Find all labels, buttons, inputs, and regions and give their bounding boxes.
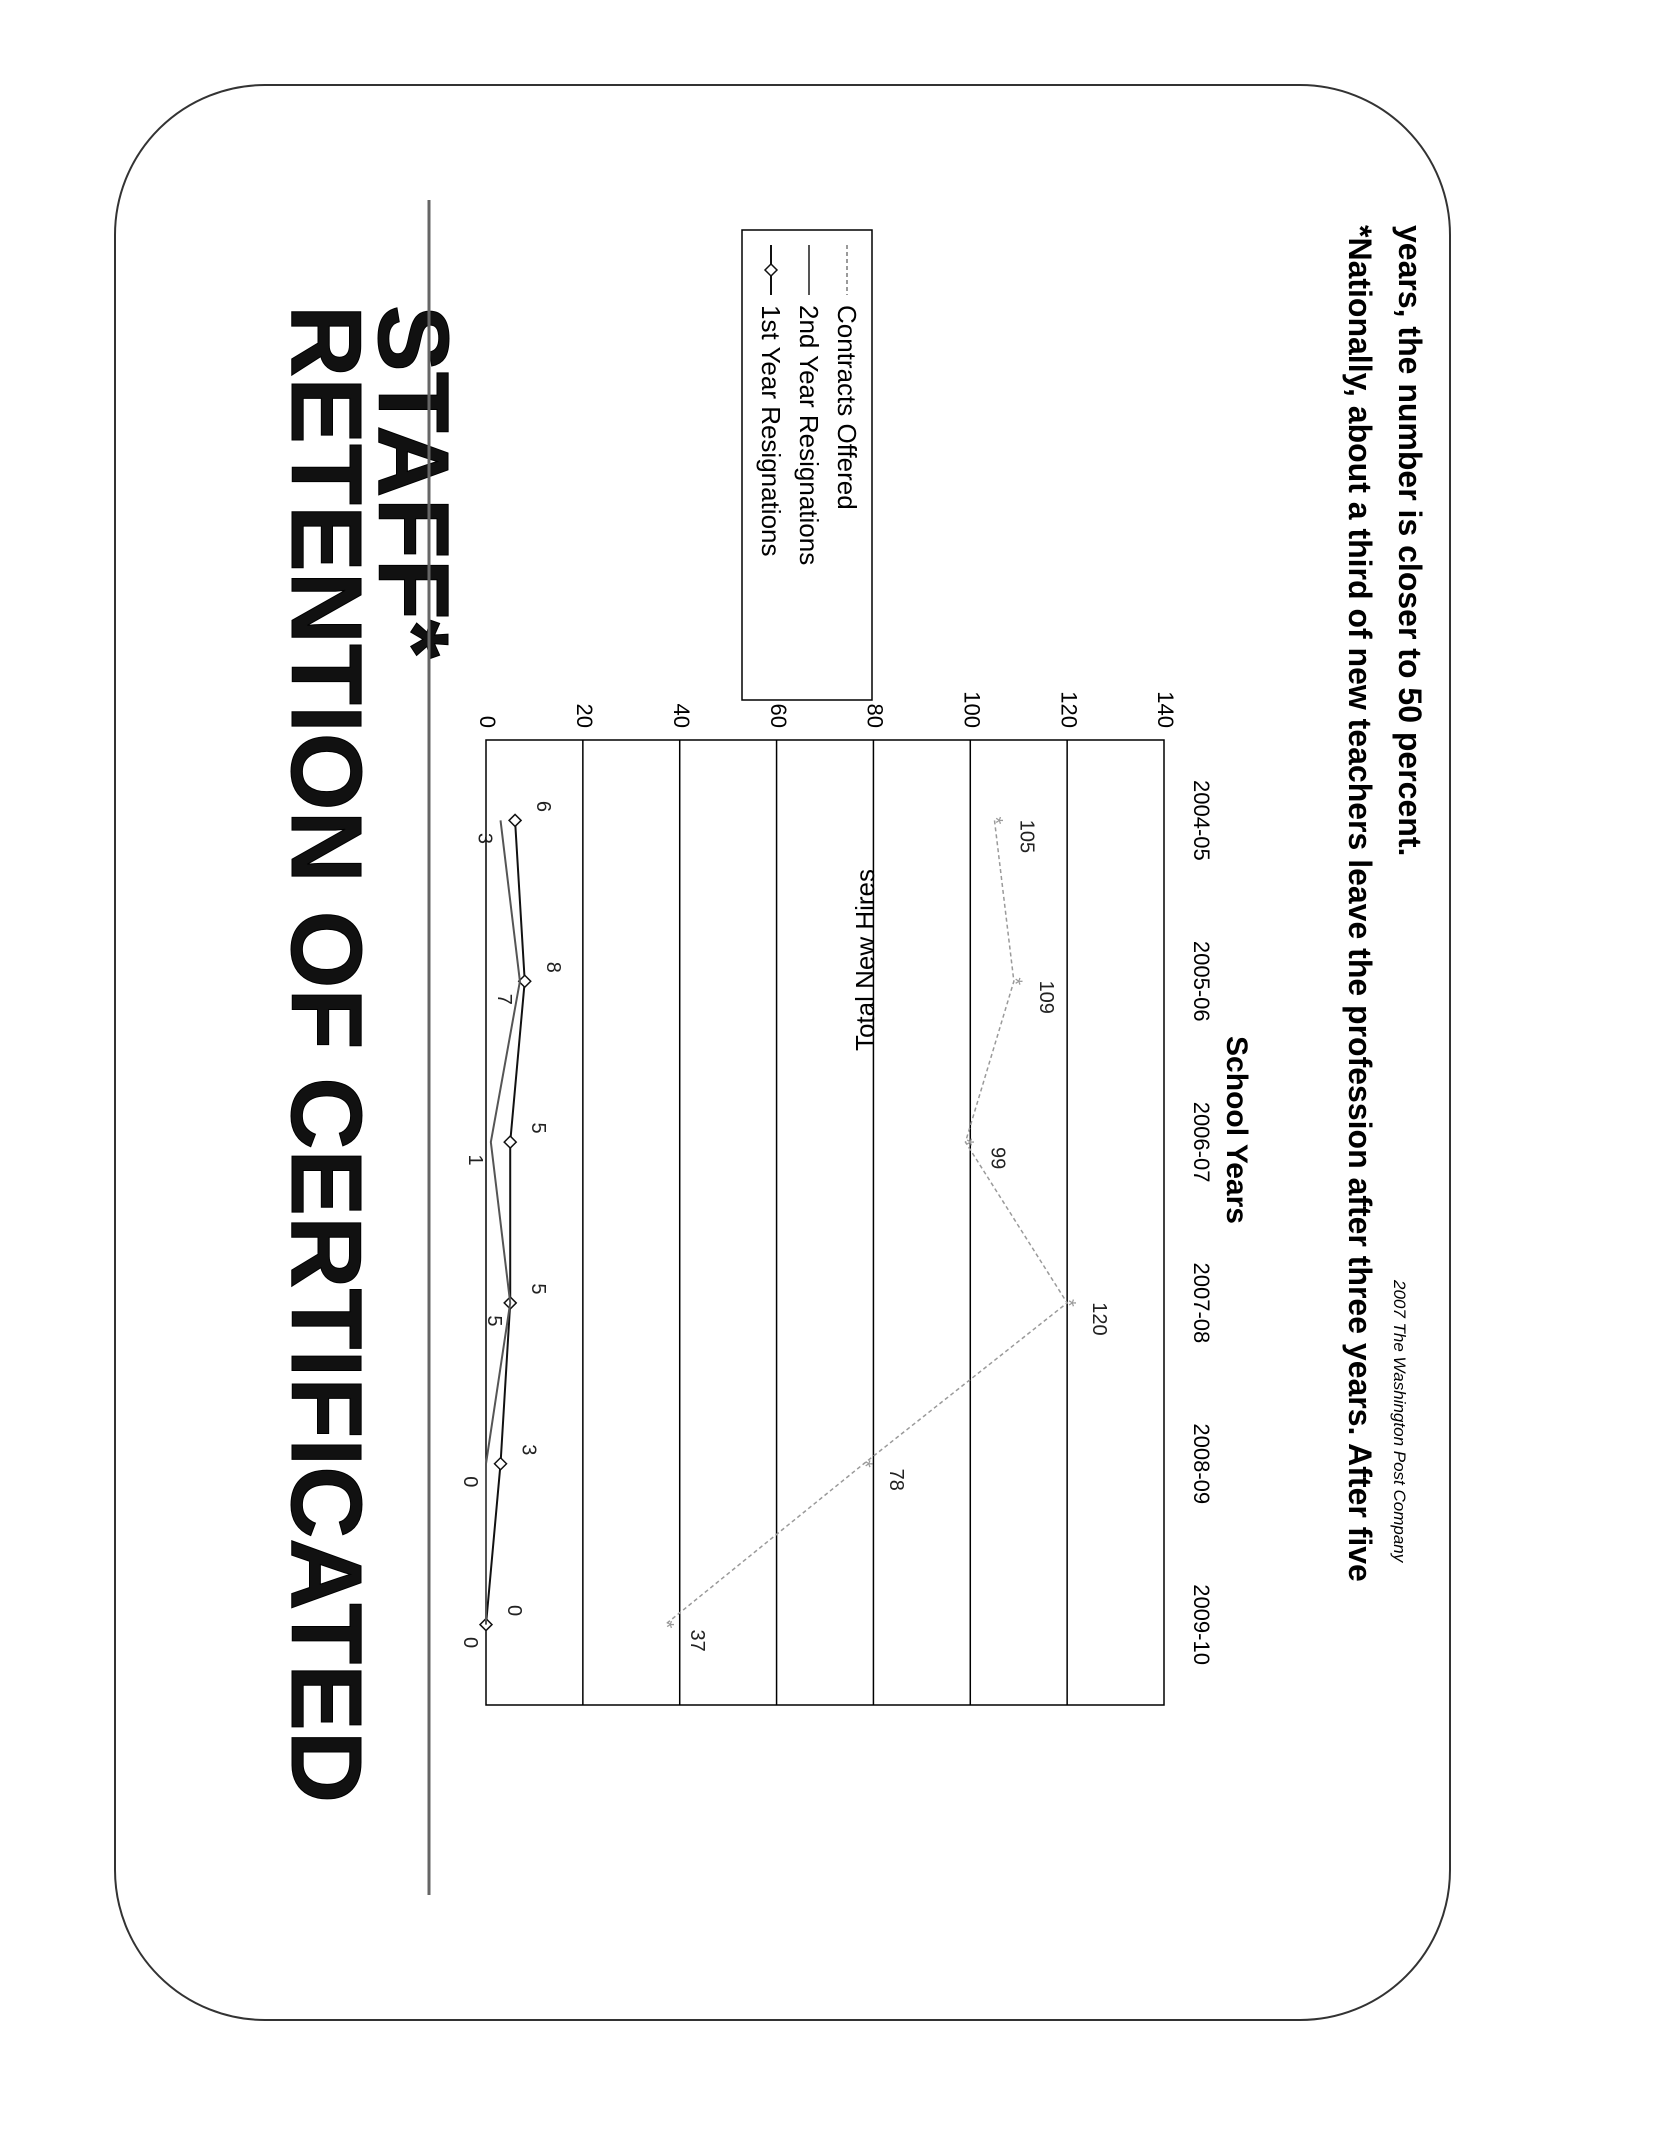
x-tick-label: 2007-08 [1189, 1262, 1214, 1344]
series-3 [655, 817, 1110, 1652]
data-point: * [1056, 1299, 1079, 1307]
data-label: 5 [483, 1315, 506, 1327]
data-point: * [1003, 977, 1026, 986]
data-label: 3 [517, 1444, 540, 1456]
y-tick-label: 140 [1153, 691, 1179, 728]
plot-area [486, 740, 1164, 1705]
x-tick-label: 2005-06 [1189, 940, 1214, 1022]
series-1 [480, 801, 564, 1631]
data-label: 0 [459, 1476, 481, 1488]
data-label: 6 [532, 800, 555, 812]
y-tick-label: 20 [572, 703, 598, 728]
footnote-line2: years, the number is closer to 50 percent. [1392, 225, 1428, 857]
data-label: 78 [884, 1468, 907, 1491]
y-tick-label: 60 [765, 703, 791, 728]
data-point [504, 1136, 516, 1148]
data-label: 105 [1015, 819, 1038, 854]
x-tick-label: 2004-05 [1189, 780, 1214, 861]
x-tick-label: 2009-10 [1189, 1584, 1214, 1665]
series-line [486, 820, 520, 1624]
data-label: 5 [527, 1283, 550, 1295]
data-point: * [955, 1138, 978, 1146]
legend-label: 2nd Year Resignations [794, 305, 824, 566]
data-point: * [853, 1459, 876, 1468]
data-label: 99 [986, 1146, 1009, 1170]
data-label: 8 [541, 961, 564, 973]
data-label: 0 [459, 1637, 481, 1649]
series-line [486, 820, 525, 1624]
gridlines [583, 740, 1067, 1705]
legend-label: Contracts Offered [832, 305, 862, 510]
data-label: 120 [1088, 1302, 1111, 1336]
footnote-line1: *Nationally, about a third of new teachers leave the profession after three years. After five [1342, 225, 1378, 1582]
y-tick-label: 80 [862, 703, 888, 728]
data-label: 7 [492, 993, 515, 1005]
x-tick-label: 2006-07 [1189, 1101, 1214, 1183]
y-tick-label: 0 [475, 715, 501, 728]
data-label: 1 [463, 1154, 486, 1166]
y-tick-label: 40 [668, 703, 694, 728]
slide-title-line2: STAFF* [357, 305, 469, 659]
y-tick-label: 120 [1056, 691, 1082, 728]
series-layer [459, 801, 1110, 1652]
x-axis-label: School Years [1220, 1036, 1253, 1224]
data-point: * [654, 1620, 677, 1629]
y-tick-label: 100 [959, 691, 985, 728]
y-axis-label: Total New Hires [850, 868, 880, 1052]
data-label: 0 [503, 1605, 525, 1617]
legend [742, 230, 872, 700]
x-tick-label: 2008-09 [1189, 1423, 1214, 1505]
data-point [495, 1458, 507, 1470]
data-label: 37 [686, 1629, 709, 1652]
data-point [509, 814, 521, 826]
chart [459, 691, 1253, 1705]
data-label: 5 [527, 1122, 550, 1134]
slide-title-line1: RETENTION OF CERTIFICATED [270, 305, 382, 1804]
x-axis-ticks [1189, 780, 1214, 1665]
source-credit: 2007 The Washington Post Company [1390, 1280, 1409, 1563]
data-point: * [984, 816, 1007, 825]
data-label: 3 [473, 832, 496, 844]
data-label: 109 [1034, 980, 1057, 1014]
legend-label: 1st Year Resignations [756, 305, 786, 557]
